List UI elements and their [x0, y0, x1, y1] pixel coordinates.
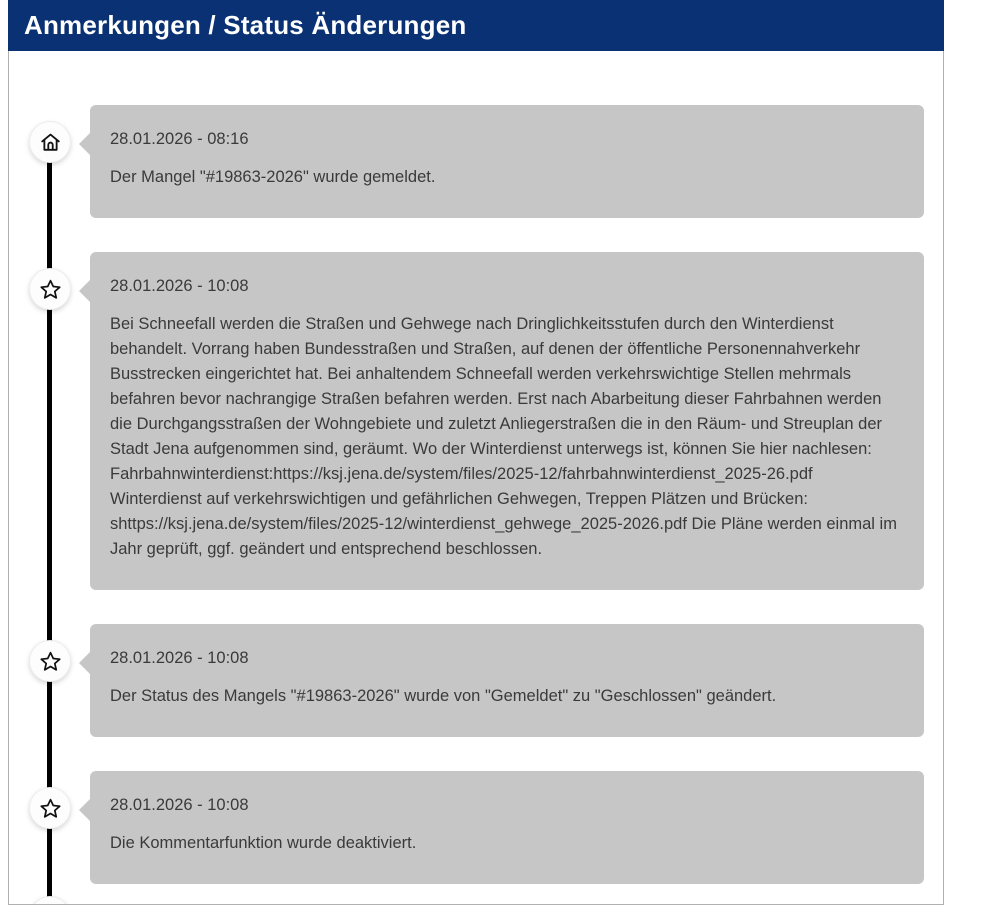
entry-text: Der Mangel "#19863-2026" wurde gemeldet.	[110, 168, 436, 186]
entry-timestamp: 28.01.2026 - 10:08	[110, 649, 249, 667]
timeline-entry	[9, 252, 943, 590]
annotations-panel	[8, 0, 944, 905]
timeline-entry	[9, 771, 943, 884]
entry-icon-cell	[9, 105, 90, 218]
home-icon	[30, 122, 70, 162]
status-card	[90, 624, 924, 737]
entry-text: Der Status des Mangels "#19863-2026" wurde von "Gemeldet" zu "Geschlossen" geändert.	[110, 687, 777, 705]
entry-text: Bei Schneefall werden die Straßen und Gehwege nach Dringlichkeitsstufen durch den Winterdienst behandelt. Vorrang haben Bundesstraßen und Straßen, auf denen der öffentliche Personennahverkehr Busstrecken eingerichtet hat. Bei anhaltendem Schneefall werden verkehrswichtige Stellen mehrmals befahren bevor nachrangige Straßen befahren werden. Erst nach Abarbeitung dieser Fahrbahnen werden die Durchgangsstraßen der Wohngebiete und zuletzt Anliegerstraßen die in den Räum- und Streuplan der Stadt Jena aufgenommen sind, geräumt. Wo der Winterdienst unterwegs ist, können Sie hier nachlesen: Fahrbahnwinterdienst:https://ksj.jena.de/system/files/2025-12/fahrbahnwinterdienst_2025-26.pdf Winterdienst auf verkehrswichtigen und gefährlichen Gehwegen, Treppen Plätzen und Brücken: shttps://ksj.jena.de/system/files/2025-12/winterdienst_gehwege_2025-2026.pdf Die Pläne werden einmal im Jahr geprüft, ggf. geändert und entsprechend beschlossen.	[110, 315, 897, 558]
star-icon	[30, 269, 70, 309]
page-title: Anmerkungen / Status Änderungen	[24, 10, 467, 40]
panel-body	[8, 51, 944, 905]
entry-icon-cell	[9, 252, 90, 590]
entry-timestamp: 28.01.2026 - 10:08	[110, 796, 249, 814]
status-card	[90, 105, 924, 218]
status-card	[90, 252, 924, 590]
panel-header	[8, 0, 944, 51]
star-icon	[30, 788, 70, 828]
timeline-entry	[9, 624, 943, 737]
star-icon	[30, 641, 70, 681]
entry-icon-cell	[9, 624, 90, 737]
timeline-entry	[9, 105, 943, 218]
entry-text: Die Kommentarfunktion wurde deaktiviert.	[110, 834, 417, 852]
timeline-end	[9, 897, 943, 905]
status-card	[90, 771, 924, 884]
entry-timestamp: 28.01.2026 - 10:08	[110, 277, 249, 295]
status-timeline	[9, 105, 943, 905]
arrow-up-icon	[30, 897, 70, 905]
entry-icon-cell	[9, 771, 90, 884]
entry-timestamp: 28.01.2026 - 08:16	[110, 130, 249, 148]
timeline-entries	[9, 105, 943, 884]
